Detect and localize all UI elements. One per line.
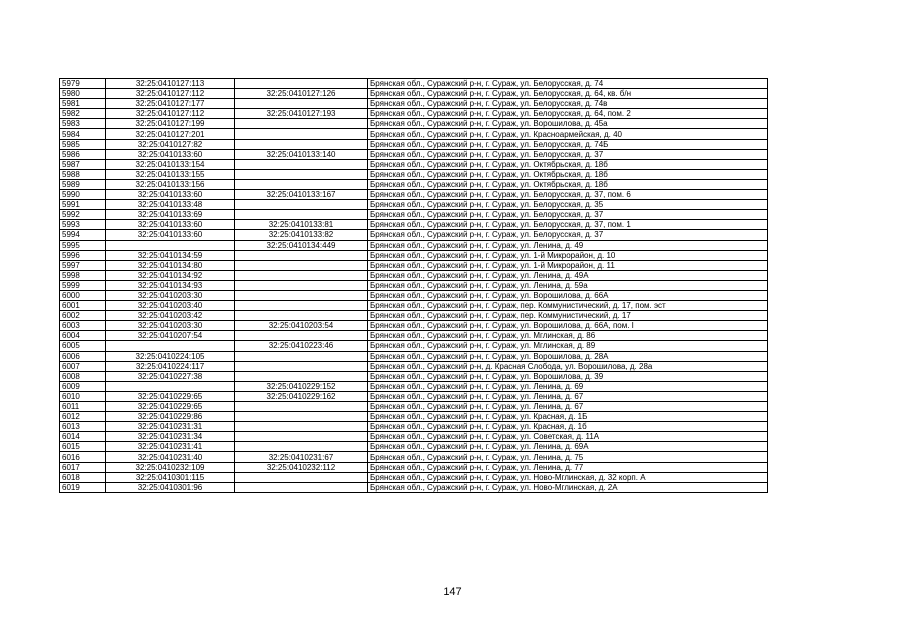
address-cell: Брянская обл., Суражский р-н, г. Сураж, ул. 1-й Микрорайон, д. 10 [368, 250, 768, 260]
cadastral-number-cell: 32:25:0410133:155 [106, 169, 235, 179]
building-cadastral-number-cell: 32:25:0410203:54 [235, 321, 368, 331]
address-cell: Брянская обл., Суражский р-н, г. Сураж, ул. Ново-Мглинская, д. 32 корп. А [368, 472, 768, 482]
table-row [60, 139, 768, 149]
building-cadastral-number-cell [235, 129, 368, 139]
building-cadastral-number-cell: 32:25:0410231:67 [235, 452, 368, 462]
cadastral-number-cell: 32:25:0410133:48 [106, 200, 235, 210]
table-row [60, 119, 768, 129]
address-cell: Брянская обл., Суражский р-н, г. Сураж, ул. Октябрьская, д. 18б [368, 169, 768, 179]
cadastral-number-cell: 32:25:0410229:65 [106, 391, 235, 401]
row-number-cell: 5996 [60, 250, 106, 260]
address-cell: Брянская обл., Суражский р-н, г. Сураж, ул. Ленина, д. 75 [368, 452, 768, 462]
row-number-cell: 6015 [60, 442, 106, 452]
table-row [60, 482, 768, 492]
building-cadastral-number-cell: 32:25:0410133:81 [235, 220, 368, 230]
row-number-cell: 5982 [60, 109, 106, 119]
address-cell: Брянская обл., Суражский р-н, г. Сураж, ул. Ново-Мглинская, д. 2А [368, 482, 768, 492]
cadastral-number-cell: 32:25:0410134:93 [106, 280, 235, 290]
cadastral-number-cell: 32:25:0410203:30 [106, 290, 235, 300]
building-cadastral-number-cell [235, 210, 368, 220]
table-row [60, 250, 768, 260]
table-row [60, 462, 768, 472]
building-cadastral-number-cell [235, 290, 368, 300]
cadastral-number-cell: 32:25:0410232:109 [106, 462, 235, 472]
table-row [60, 290, 768, 300]
building-cadastral-number-cell [235, 200, 368, 210]
row-number-cell: 5991 [60, 200, 106, 210]
cadastral-number-cell: 32:25:0410227:38 [106, 371, 235, 381]
address-cell: Брянская обл., Суражский р-н, г. Сураж, ул. Ворошилова, д. 28А [368, 351, 768, 361]
cadastral-number-cell: 32:25:0410301:115 [106, 472, 235, 482]
cadastral-number-cell: 32:25:0410133:60 [106, 149, 235, 159]
cadastral-number-cell: 32:25:0410231:34 [106, 432, 235, 442]
address-cell: Брянская обл., Суражский р-н, г. Сураж, ул. Ворошилова, д. 66А, пом. I [368, 321, 768, 331]
table-row [60, 301, 768, 311]
row-number-cell: 5985 [60, 139, 106, 149]
table-row [60, 200, 768, 210]
cadastral-number-cell: 32:25:0410127:112 [106, 89, 235, 99]
row-number-cell: 5995 [60, 240, 106, 250]
address-cell: Брянская обл., Суражский р-н, г. Сураж, ул. Мглинская, д. 89 [368, 341, 768, 351]
building-cadastral-number-cell: 32:25:0410134:449 [235, 240, 368, 250]
row-number-cell: 6010 [60, 391, 106, 401]
address-cell: Брянская обл., Суражский р-н, г. Сураж, ул. Ленина, д. 69А [368, 442, 768, 452]
building-cadastral-number-cell [235, 402, 368, 412]
row-number-cell: 6016 [60, 452, 106, 462]
cadastral-number-cell: 32:25:0410127:82 [106, 139, 235, 149]
building-cadastral-number-cell: 32:25:0410223:46 [235, 341, 368, 351]
table-row [60, 331, 768, 341]
cadastral-number-cell: 32:25:0410134:80 [106, 260, 235, 270]
building-cadastral-number-cell: 32:25:0410229:162 [235, 391, 368, 401]
cadastral-number-cell: 32:25:0410127:113 [106, 79, 235, 89]
building-cadastral-number-cell [235, 331, 368, 341]
address-cell: Брянская обл., Суражский р-н, г. Сураж, ул. Красная, д. 1Б [368, 412, 768, 422]
address-cell: Брянская обл., Суражский р-н, г. Сураж, ул. Ленина, д. 69 [368, 381, 768, 391]
address-cell: Брянская обл., Суражский р-н, г. Сураж, ул. Белорусская, д. 37 [368, 149, 768, 159]
table-row [60, 361, 768, 371]
page-number: 147 [443, 586, 462, 598]
address-cell: Брянская обл., Суражский р-н, г. Сураж, ул. Ворошилова, д. 66А [368, 290, 768, 300]
row-number-cell: 5992 [60, 210, 106, 220]
address-cell: Брянская обл., Суражский р-н, г. Сураж, ул. Мглинская, д. 86 [368, 331, 768, 341]
address-cell: Брянская обл., Суражский р-н, г. Сураж, ул. Белорусская, д. 37 [368, 230, 768, 240]
cadastral-number-cell: 32:25:0410203:42 [106, 311, 235, 321]
cadastral-number-cell: 32:25:0410127:177 [106, 99, 235, 109]
row-number-cell: 6001 [60, 301, 106, 311]
address-cell: Брянская обл., Суражский р-н, г. Сураж, ул. Белорусская, д. 37 [368, 210, 768, 220]
table-row [60, 381, 768, 391]
row-number-cell: 6014 [60, 432, 106, 442]
cadastral-number-cell: 32:25:0410224:117 [106, 361, 235, 371]
address-cell: Брянская обл., Суражский р-н, г. Сураж, ул. Ворошилова, д. 45а [368, 119, 768, 129]
building-cadastral-number-cell [235, 260, 368, 270]
building-cadastral-number-cell [235, 119, 368, 129]
address-cell: Брянская обл., Суражский р-н, г. Сураж, ул. Белорусская, д. 74 [368, 79, 768, 89]
table-row [60, 452, 768, 462]
row-number-cell: 5980 [60, 89, 106, 99]
cadastral-number-cell [106, 240, 235, 250]
cadastral-number-cell: 32:25:0410127:112 [106, 109, 235, 119]
address-cell: Брянская обл., Суражский р-н, г. Сураж, ул. Ленина, д. 67 [368, 402, 768, 412]
building-cadastral-number-cell [235, 412, 368, 422]
address-cell: Брянская обл., Суражский р-н, г. Сураж, ул. Октябрьская, д. 18б [368, 179, 768, 189]
table-row [60, 220, 768, 230]
building-cadastral-number-cell [235, 250, 368, 260]
cadastral-number-cell: 32:25:0410301:96 [106, 482, 235, 492]
row-number-cell: 6006 [60, 351, 106, 361]
building-cadastral-number-cell [235, 371, 368, 381]
address-cell: Брянская обл., Суражский р-н, г. Сураж, ул. Ленина, д. 49 [368, 240, 768, 250]
row-number-cell: 5984 [60, 129, 106, 139]
table-row [60, 210, 768, 220]
cadastral-number-cell [106, 381, 235, 391]
cadastral-number-cell: 32:25:0410207:54 [106, 331, 235, 341]
table-row [60, 99, 768, 109]
row-number-cell: 6011 [60, 402, 106, 412]
building-cadastral-number-cell [235, 159, 368, 169]
table-row [60, 280, 768, 290]
row-number-cell: 6005 [60, 341, 106, 351]
address-cell: Брянская обл., Суражский р-н, г. Сураж, ул. Белорусская, д. 37, пом. 6 [368, 190, 768, 200]
table-row [60, 240, 768, 250]
building-cadastral-number-cell [235, 169, 368, 179]
building-cadastral-number-cell [235, 361, 368, 371]
building-cadastral-number-cell [235, 351, 368, 361]
building-cadastral-number-cell: 32:25:0410127:126 [235, 89, 368, 99]
table-row [60, 311, 768, 321]
row-number-cell: 5990 [60, 190, 106, 200]
table-row [60, 169, 768, 179]
row-number-cell: 6009 [60, 381, 106, 391]
table-row [60, 260, 768, 270]
table-row [60, 190, 768, 200]
row-number-cell: 5994 [60, 230, 106, 240]
table-row [60, 159, 768, 169]
building-cadastral-number-cell [235, 179, 368, 189]
building-cadastral-number-cell [235, 280, 368, 290]
building-cadastral-number-cell: 32:25:0410133:140 [235, 149, 368, 159]
row-number-cell: 5997 [60, 260, 106, 270]
address-cell: Брянская обл., Суражский р-н, г. Сураж, ул. Белорусская, д. 74Б [368, 139, 768, 149]
cadastral-number-cell: 32:25:0410127:201 [106, 129, 235, 139]
row-number-cell: 5987 [60, 159, 106, 169]
table-row [60, 149, 768, 159]
address-cell: Брянская обл., Суражский р-н, г. Сураж, ул. Ленина, д. 59а [368, 280, 768, 290]
building-cadastral-number-cell [235, 432, 368, 442]
building-cadastral-number-cell: 32:25:0410133:167 [235, 190, 368, 200]
address-cell: Брянская обл., Суражский р-н, г. Сураж, ул. Ленина, д. 77 [368, 462, 768, 472]
row-number-cell: 6012 [60, 412, 106, 422]
property-table-body [60, 79, 768, 493]
table-row [60, 402, 768, 412]
building-cadastral-number-cell [235, 270, 368, 280]
row-number-cell: 6013 [60, 422, 106, 432]
cadastral-number-cell: 32:25:0410224:105 [106, 351, 235, 361]
row-number-cell: 5988 [60, 169, 106, 179]
building-cadastral-number-cell: 32:25:0410133:82 [235, 230, 368, 240]
table-row [60, 109, 768, 119]
address-cell: Брянская обл., Суражский р-н, г. Сураж, ул. Ворошилова, д. 39 [368, 371, 768, 381]
cadastral-number-cell: 32:25:0410134:92 [106, 270, 235, 280]
cadastral-number-cell: 32:25:0410203:30 [106, 321, 235, 331]
row-number-cell: 5998 [60, 270, 106, 280]
cadastral-number-cell: 32:25:0410231:40 [106, 452, 235, 462]
row-number-cell: 6019 [60, 482, 106, 492]
table-row [60, 89, 768, 99]
table-row [60, 230, 768, 240]
cadastral-number-cell: 32:25:0410229:65 [106, 402, 235, 412]
building-cadastral-number-cell [235, 442, 368, 452]
building-cadastral-number-cell [235, 311, 368, 321]
building-cadastral-number-cell [235, 482, 368, 492]
row-number-cell: 5989 [60, 179, 106, 189]
address-cell: Брянская обл., Суражский р-н, г. Сураж, ул. Белорусская, д. 74в [368, 99, 768, 109]
building-cadastral-number-cell [235, 79, 368, 89]
row-number-cell: 6002 [60, 311, 106, 321]
row-number-cell: 5983 [60, 119, 106, 129]
row-number-cell: 5986 [60, 149, 106, 159]
table-row [60, 129, 768, 139]
building-cadastral-number-cell [235, 139, 368, 149]
building-cadastral-number-cell [235, 422, 368, 432]
cadastral-number-cell: 32:25:0410133:156 [106, 179, 235, 189]
row-number-cell: 6017 [60, 462, 106, 472]
row-number-cell: 5981 [60, 99, 106, 109]
address-cell: Брянская обл., Суражский р-н, г. Сураж, ул. Советская, д. 11А [368, 432, 768, 442]
address-cell: Брянская обл., Суражский р-н, г. Сураж, ул. 1-й Микрорайон, д. 11 [368, 260, 768, 270]
table-row [60, 270, 768, 280]
address-cell: Брянская обл., Суражский р-н, г. Сураж, ул. Белорусская, д. 64, кв. б/н [368, 89, 768, 99]
table-row [60, 371, 768, 381]
row-number-cell: 6000 [60, 290, 106, 300]
table-row [60, 391, 768, 401]
row-number-cell: 5979 [60, 79, 106, 89]
address-cell: Брянская обл., Суражский р-н, г. Сураж, ул. Ленина, д. 67 [368, 391, 768, 401]
building-cadastral-number-cell [235, 301, 368, 311]
address-cell: Брянская обл., Суражский р-н, г. Сураж, ул. Красная, д. 1б [368, 422, 768, 432]
table-row [60, 179, 768, 189]
table-row [60, 442, 768, 452]
cadastral-number-cell [106, 341, 235, 351]
row-number-cell: 6007 [60, 361, 106, 371]
address-cell: Брянская обл., Суражский р-н, г. Сураж, пер. Коммунистический, д. 17 [368, 311, 768, 321]
building-cadastral-number-cell: 32:25:0410229:152 [235, 381, 368, 391]
address-cell: Брянская обл., Суражский р-н, г. Сураж, ул. Белорусская, д. 37, пом. 1 [368, 220, 768, 230]
row-number-cell: 5993 [60, 220, 106, 230]
property-table [59, 78, 768, 493]
address-cell: Брянская обл., Суражский р-н, г. Сураж, ул. Белорусская, д. 64, пом. 2 [368, 109, 768, 119]
cadastral-number-cell: 32:25:0410133:154 [106, 159, 235, 169]
row-number-cell: 6004 [60, 331, 106, 341]
row-number-cell: 6003 [60, 321, 106, 331]
cadastral-number-cell: 32:25:0410231:31 [106, 422, 235, 432]
cadastral-number-cell: 32:25:0410231:41 [106, 442, 235, 452]
table-row [60, 432, 768, 442]
cadastral-number-cell: 32:25:0410133:60 [106, 220, 235, 230]
row-number-cell: 6008 [60, 371, 106, 381]
cadastral-number-cell: 32:25:0410229:86 [106, 412, 235, 422]
building-cadastral-number-cell [235, 99, 368, 109]
address-cell: Брянская обл., Суражский р-н, г. Сураж, ул. Октябрьская, д. 18б [368, 159, 768, 169]
cadastral-number-cell: 32:25:0410133:60 [106, 230, 235, 240]
address-cell: Брянская обл., Суражский р-н, г. Сураж, пер. Коммунистический, д. 17, пом. эст [368, 301, 768, 311]
table-row [60, 321, 768, 331]
cadastral-number-cell: 32:25:0410133:60 [106, 190, 235, 200]
table-row [60, 351, 768, 361]
table-row [60, 341, 768, 351]
building-cadastral-number-cell [235, 472, 368, 482]
building-cadastral-number-cell: 32:25:0410127:193 [235, 109, 368, 119]
table-row [60, 412, 768, 422]
row-number-cell: 5999 [60, 280, 106, 290]
cadastral-number-cell: 32:25:0410134:59 [106, 250, 235, 260]
table-row [60, 472, 768, 482]
row-number-cell: 6018 [60, 472, 106, 482]
table-row [60, 79, 768, 89]
building-cadastral-number-cell: 32:25:0410232:112 [235, 462, 368, 472]
cadastral-number-cell: 32:25:0410133:69 [106, 210, 235, 220]
table-row [60, 422, 768, 432]
address-cell: Брянская обл., Суражский р-н, г. Сураж, ул. Красноармейская, д. 40 [368, 129, 768, 139]
cadastral-number-cell: 32:25:0410127:199 [106, 119, 235, 129]
address-cell: Брянская обл., Суражский р-н, д. Красная Слобода, ул. Ворошилова, д. 28а [368, 361, 768, 371]
cadastral-number-cell: 32:25:0410203:40 [106, 301, 235, 311]
address-cell: Брянская обл., Суражский р-н, г. Сураж, ул. Ленина, д. 49А [368, 270, 768, 280]
address-cell: Брянская обл., Суражский р-н, г. Сураж, ул. Белорусская, д. 35 [368, 200, 768, 210]
